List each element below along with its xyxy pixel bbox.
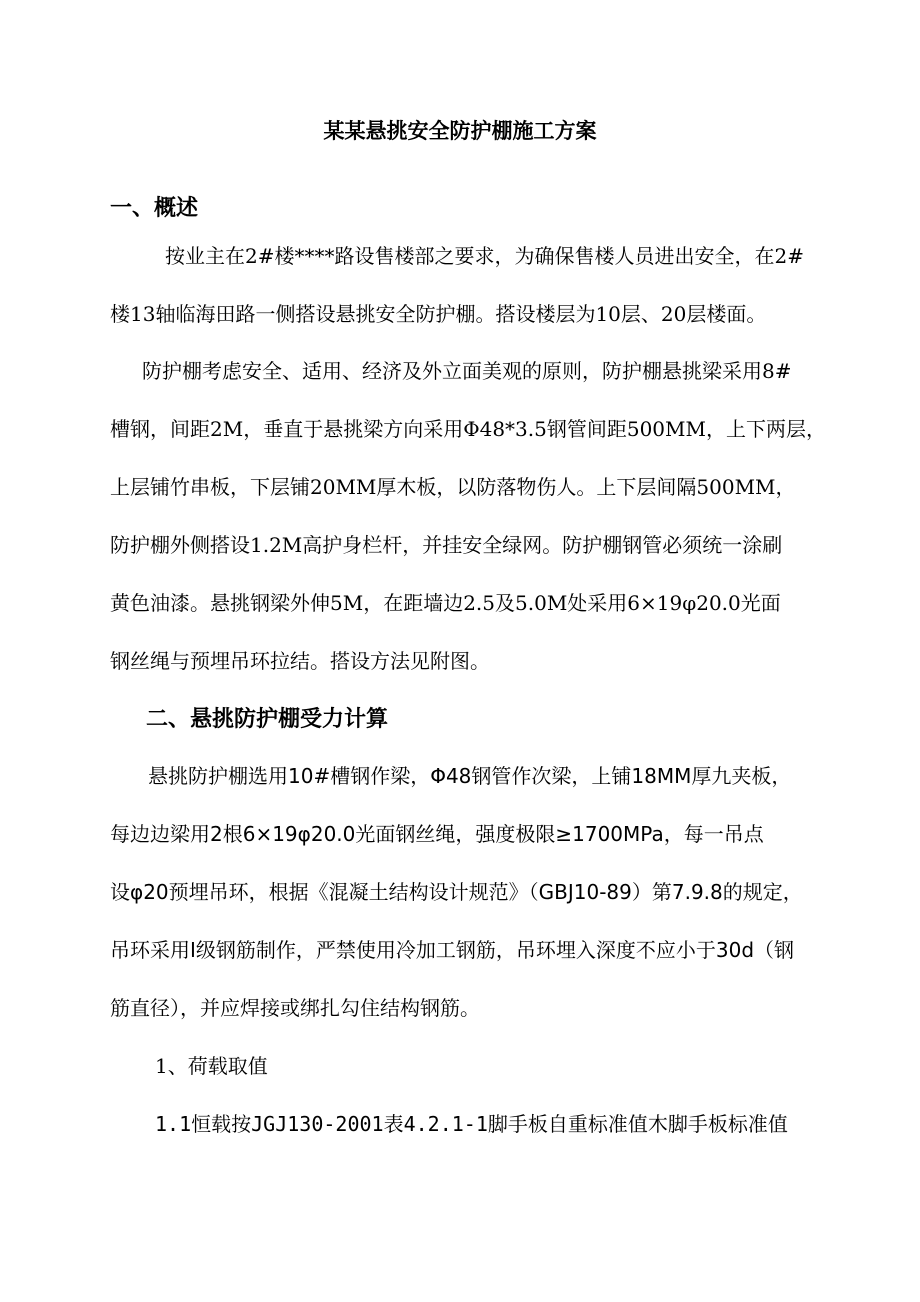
subsection-1-1-line: 1.1恒载按JGJ130-2001表4.2.1-1脚手板自重标准值木脚手板标准值 [155, 1112, 788, 1136]
section-1-line-7: 黄色油漆。悬挑钢梁外伸5M，在距墙边2.5及5.0M处采用6×19φ20.0光面 [110, 591, 781, 615]
section-1-line-5: 上层铺竹串板，下层铺20MM厚木板，以防落物伤人。上下层间隔500MM， [110, 475, 796, 499]
subsection-1-heading: 1、荷载取值 [155, 1054, 268, 1078]
section-1-line-6: 防护棚外侧搭设1.2M高护身栏杆，并挂安全绿网。防护棚钢管必须统一涂刷 [110, 533, 783, 557]
section-2-line-3: 设φ20预埋吊环，根据《混凝土结构设计规范》（GBJ10-89）第7.9.8的规定， [110, 880, 803, 904]
section-2-line-5: 筋直径），并应焊接或绑扎勾住结构钢筋。 [110, 996, 480, 1020]
section-1-line-4: 槽钢，间距2M，垂直于悬挑梁方向采用Φ48*3.5钢管间距500MM，上下两层， [110, 417, 826, 441]
section-1-line-2: 楼13轴临海田路一侧搭设悬挑安全防护棚。搭设楼层为10层、20层楼面。 [110, 302, 767, 326]
section-2-line-2: 每边边梁用2根6×19φ20.0光面钢丝绳，强度极限≥1700MPa，每一吊点 [110, 822, 764, 846]
section-1-line-1: 按业主在2#楼****路设售楼部之要求，为确保售楼人员进出安全，在2# [165, 244, 804, 268]
section-2-line-4: 吊环采用Ⅰ级钢筋制作，严禁使用冷加工钢筋，吊环埋入深度不应小于30d（钢 [110, 938, 795, 962]
section-1-heading: 一、概述 [110, 195, 199, 221]
document-title: 某某悬挑安全防护棚施工方案 [323, 118, 597, 143]
section-1-line-3: 防护棚考虑安全、适用、经济及外立面美观的原则，防护棚悬挑梁采用8# [142, 359, 792, 383]
section-2-heading: 二、悬挑防护棚受力计算 [146, 706, 389, 732]
section-2-line-1: 悬挑防护棚选用10#槽钢作梁，Φ48钢管作次梁，上铺18MM厚九夹板， [148, 764, 792, 788]
section-1-line-8: 钢丝绳与预埋吊环拉结。搭设方法见附图。 [110, 649, 490, 673]
